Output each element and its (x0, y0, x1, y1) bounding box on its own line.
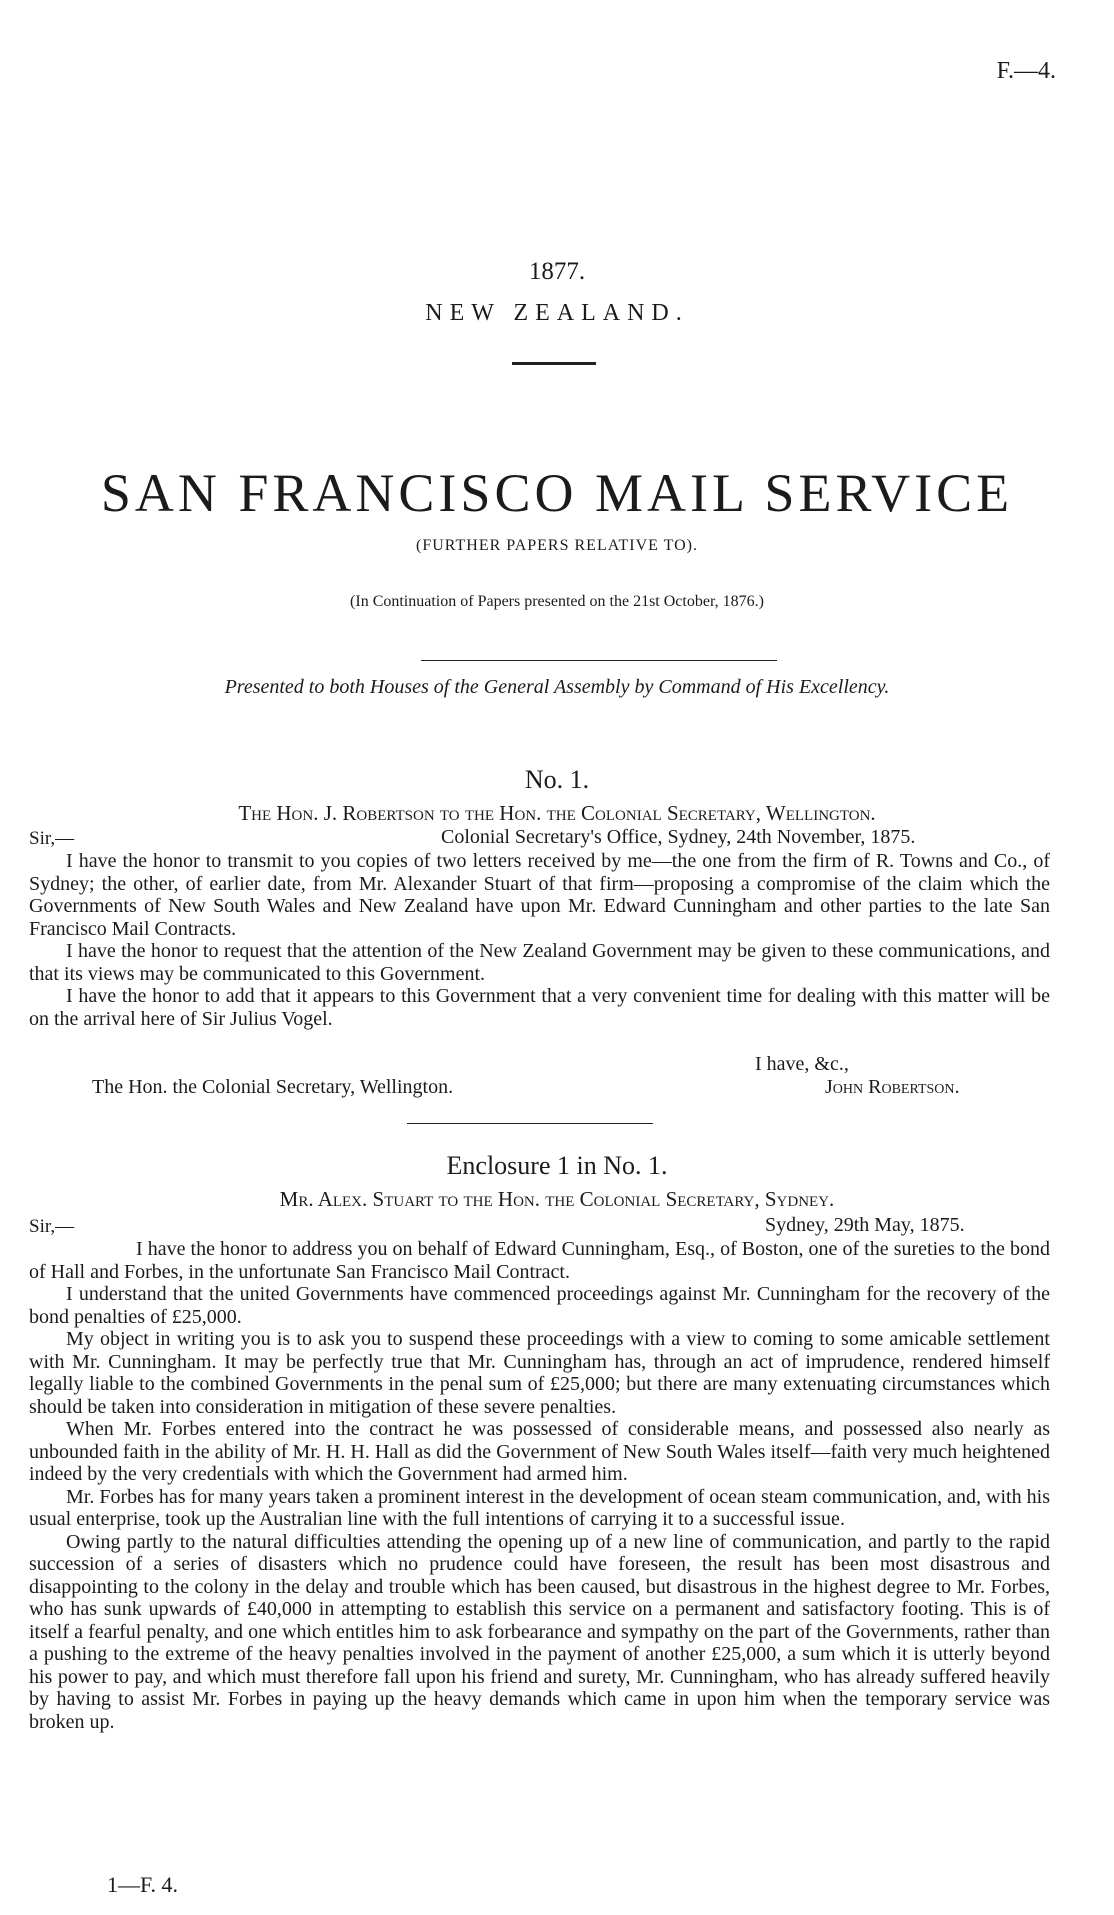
letter-paragraph: I have the honor to transmit to you copies of two letters received by me—the one from the firm of R. Towns and Co., of Sydney; the other, of earlier date, from Mr. Alexander Stuart of that firm—proposing a compromise of the claim which the Governments of New South Wales and New Zealand have upon Mr. Edward Cunningham and other parties to the late San Francisco Mail Contracts. (29, 850, 1050, 940)
country: NEW ZEALAND. (425, 300, 689, 326)
letter-heading: The Hon. J. Robertson to the Hon. the Colonial Secretary, Wellington. (238, 801, 876, 825)
enclosure-paragraph: Mr. Forbes has for many years taken a prominent interest in the development of ocean steam communication, and, with his usual enterprise, took up the Australian line with the full intentions of carrying it to a successful issue. (29, 1485, 1050, 1530)
continuation-note: (In Continuation of Papers presented on the 21st October, 1876.) (350, 593, 764, 610)
divider-rule (421, 660, 777, 661)
letter-salutation: Sir,— (29, 828, 75, 849)
letter-paragraph: I have the honor to request that the attention of the New Zealand Government may be given to these communications, and that its views may be communicated to this Government. (29, 940, 1050, 985)
enclosure-dateline: Sydney, 29th May, 1875. (765, 1214, 965, 1236)
short-rule (512, 362, 596, 365)
letter-paragraph: I have the honor to add that it appears to this Government that a very convenient time for dealing with this matter will be on the arrival here of Sir Julius Vogel. (29, 985, 1050, 1030)
presented-line: Presented to both Houses of the General Assembly by Command of His Excellency. (224, 676, 890, 698)
letter-dateline: Colonial Secretary's Office, Sydney, 24th November, 1875. (441, 826, 916, 848)
enclosure-paragraph: When Mr. Forbes entered into the contract he was possessed of considerable means, and possessed also nearly as unbounded faith in the ability of Mr. H. H. Hall as did the Government of New South Wales itself—faith very much heightened indeed by the very credentials with which the Government had armed him. (29, 1418, 1050, 1485)
document-title: SAN FRANCISCO MAIL SERVICE (100, 463, 1014, 523)
enclosure-paragraph: I understand that the united Governments have commenced proceedings against Mr. Cunningham for the recovery of the bond penalties of £25,000. (29, 1283, 1050, 1328)
enclosure-paragraph: My object in writing you is to ask you to suspend these proceedings with a view to coming to some amicable settlement with Mr. Cunningham. It may be perfectly true that Mr. Cunningham has, through an act of imprudence, rendered himself legally liable to the combined Governments in the penal sum of £25,000; but there are many extenuating circumstances which should be taken into consideration in mitigation of these severe penalties. (29, 1328, 1050, 1418)
document-subtitle: (FURTHER PAPERS RELATIVE TO). (416, 537, 698, 554)
divider-rule (407, 1123, 653, 1124)
letter-closing: I have, &c., (755, 1053, 849, 1075)
page-reference: F.—4. (996, 58, 1056, 84)
enclosure-paragraph: I have the honor to address you on behalf of Edward Cunningham, Esq., of Boston, one of the sureties to the bond of Hall and Forbes, in the unfortunate San Francisco Mail Contract. (29, 1238, 1050, 1283)
enclosure-heading: Mr. Alex. Stuart to the Hon. the Colonial Secretary, Sydney. (279, 1187, 835, 1211)
footer-reference: 1—F. 4. (107, 1872, 178, 1897)
enclosure-paragraph: Owing partly to the natural difficulties attending the opening up of a new line of communication, and partly to the rapid succession of a series of disasters which no prudence could have foreseen, the result has been most disastrous and disappointing to the colony in the delay and trouble which has been caused, but disastrous in the highest degree to Mr. Forbes, who has sunk upwards of £40,000 in attempting to establish this service on a permanent and satisfactory footing. This is of itself a fearful penalty, and one which entitles him to ask forbearance and sympathy on the part of the Governments, rather than a pushing to the extreme of the heavy penalties involved in the payment of another £25,000, a sum which it is utterly beyond his power to pay, and which must therefore fall upon his friend and surety, Mr. Cunningham, who has already suffered heavily by having to assist Mr. Forbes in paying up the heavy demands which came in upon him when the temporary service was broken up. (29, 1530, 1050, 1733)
letter-signature: John Robertson. (825, 1076, 960, 1098)
letter-body (29, 850, 1050, 1030)
letter-addressee: The Hon. the Colonial Secretary, Wellington. (92, 1076, 454, 1098)
enclosure-number: Enclosure 1 in No. 1. (446, 1151, 668, 1180)
enclosure-body (29, 1238, 1050, 1733)
letter-number: No. 1. (524, 765, 590, 794)
year: 1877. (528, 258, 586, 285)
enclosure-salutation: Sir,— (29, 1216, 75, 1237)
